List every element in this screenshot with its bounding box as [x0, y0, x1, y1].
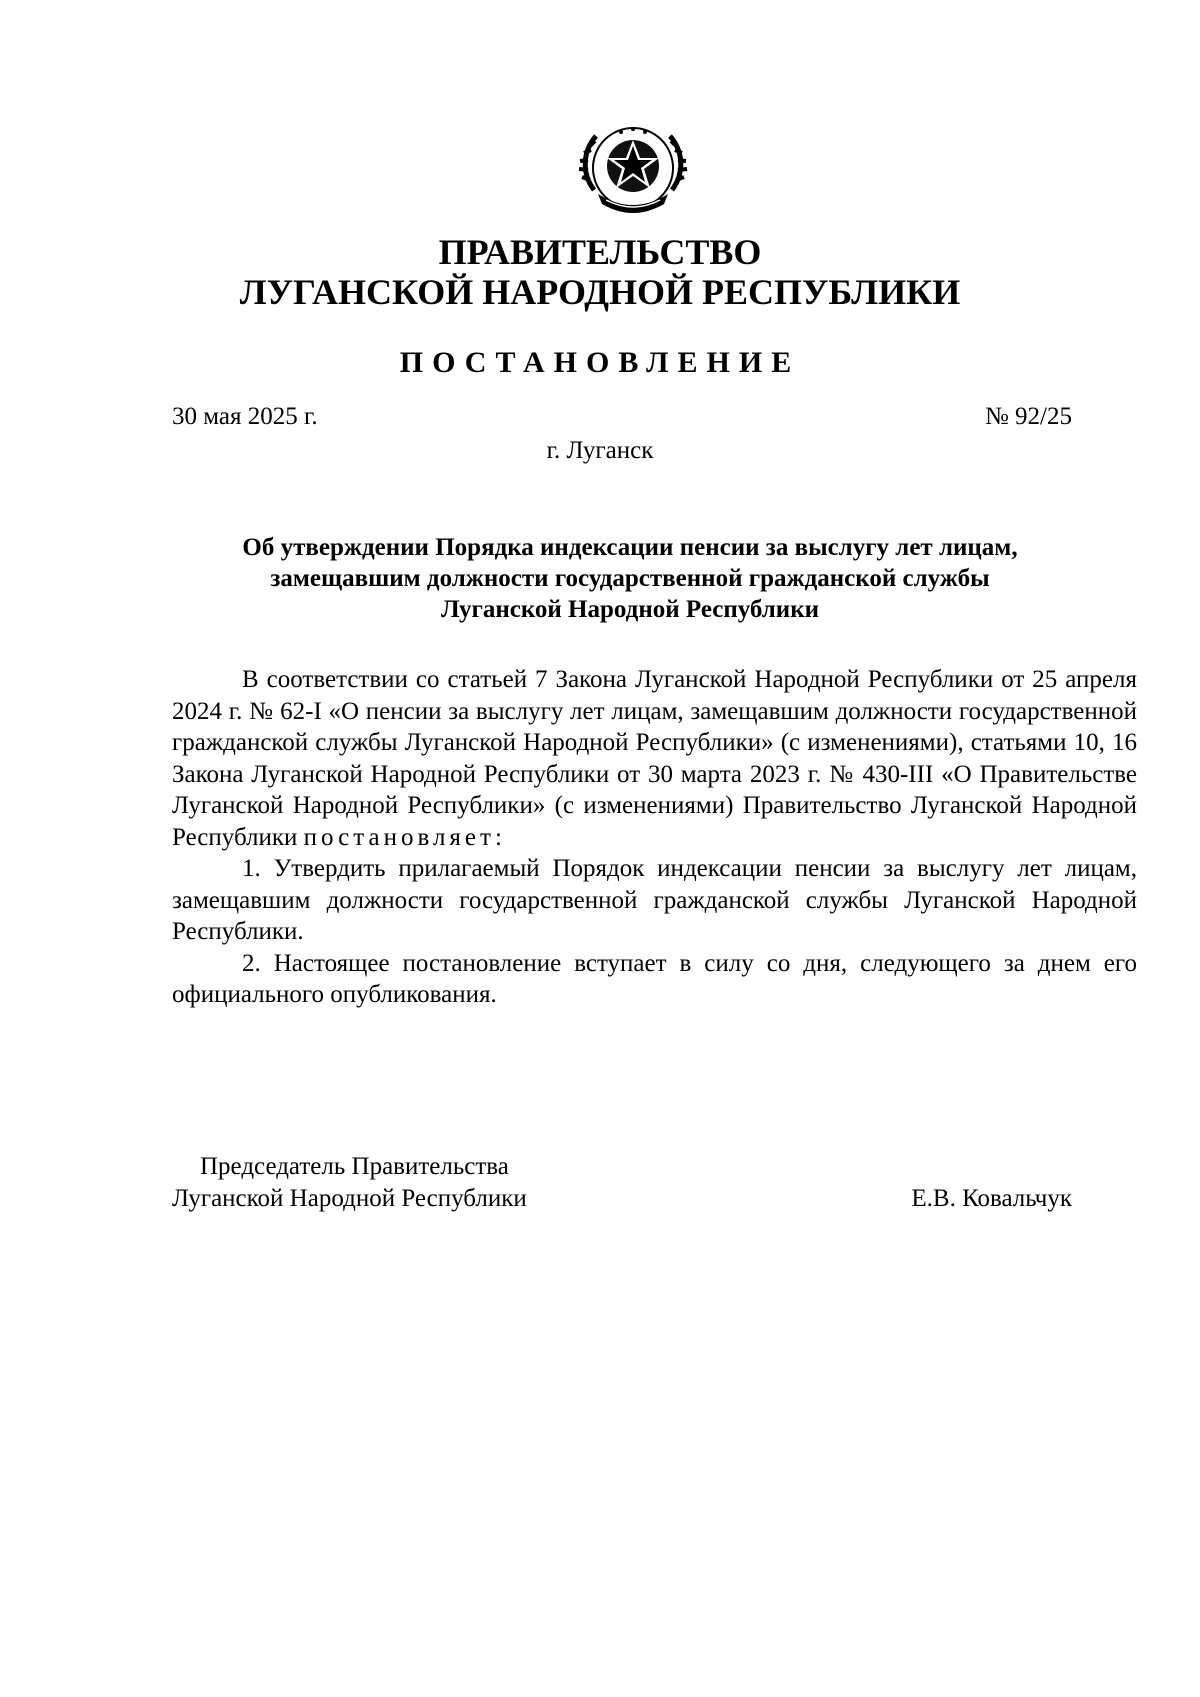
document-city: г. Луганск: [546, 437, 654, 464]
document-heading: [160, 532, 1100, 625]
heading-line3: Луганской Народной Республики: [440, 596, 820, 623]
preamble-text: В соответствии со статьей 7 Закона Луганской Народной Республики от 25 апреля 2024 г. № 62-I «О пенсии за выслугу лет лицам, замещавшим должности государственной гражданской службы Луганской Народной Республики» (с изменениями), статьями 10, 16 Закона Луганской Народной Республики от 30 марта 2023 г. № 430-III «О Правительстве Луганской Народной Республики» (с изменениями) Правительство Луганской Народной Республики: [172, 666, 1137, 851]
item-2: 2. Настоящее постановление вступает в силу со дня, следующего за днем его официального опубликования.: [172, 949, 1137, 1008]
document-date: 30 мая 2025 г.: [172, 403, 318, 430]
signature-position: [172, 1151, 527, 1215]
government-title-line1: ПРАВИТЕЛЬСТВО: [438, 232, 762, 272]
document-number: № 92/25: [984, 403, 1072, 430]
signature-position-line2: Луганской Народной Республики: [172, 1185, 527, 1212]
coat-of-arms-icon: [572, 124, 694, 216]
item-1: 1. Утвердить прилагаемый Порядок индексации пенсии за выслугу лет лицам, замещавшим должности государственной гражданской службы Луганской Народной Республики.: [172, 855, 1137, 945]
document-type: ПОСТАНОВЛЕНИЕ: [399, 346, 801, 379]
heading-line1: Об утверждении Порядка индексации пенсии за выслугу лет лицам,: [242, 534, 1018, 561]
signature-name: Е.В. Ковальчук: [911, 1185, 1072, 1212]
heading-line2: замещавшим должности государственной гражданской службы: [270, 565, 990, 592]
signature-position-line1: Председатель Правительства: [200, 1153, 509, 1180]
preamble-paragraph: [172, 664, 1137, 853]
government-title-line2: ЛУГАНСКОЙ НАРОДНОЙ РЕСПУБЛИКИ: [239, 272, 961, 312]
document-body: [172, 664, 1137, 1011]
resolves-word: постановляет:: [303, 823, 506, 851]
